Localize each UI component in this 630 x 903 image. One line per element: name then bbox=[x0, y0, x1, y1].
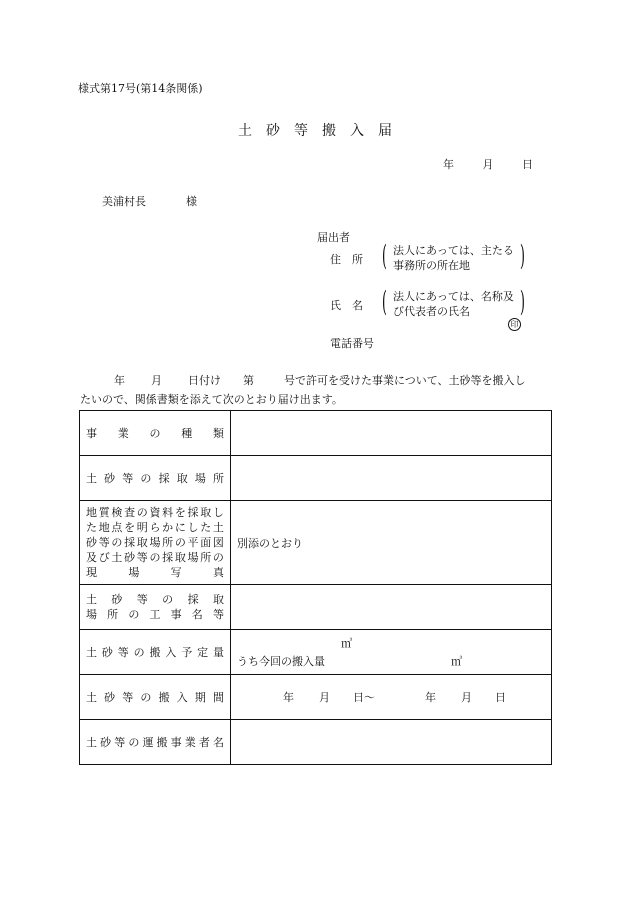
body-day: 日付け bbox=[188, 374, 221, 387]
body-line2: たいので、関係書類を添えて次のとおり届け出ます。 bbox=[80, 393, 343, 406]
table-row bbox=[80, 456, 552, 501]
table-row bbox=[80, 501, 552, 585]
addressee-name: 美浦村長 bbox=[102, 195, 146, 208]
notification-table bbox=[79, 410, 552, 765]
address-note-line2: 事務所の所在地 bbox=[393, 259, 470, 272]
table-row bbox=[80, 675, 552, 720]
planned-volume-label: 土 砂 等 の 搬 入 予 定 量 bbox=[86, 646, 224, 659]
planned-volume-label-cell bbox=[80, 630, 231, 675]
table-row bbox=[80, 585, 552, 630]
applicant-heading: 届出者 bbox=[317, 231, 350, 244]
survey-label-line4: 及 び 土 砂 等 の 採 取 場 所 の bbox=[86, 551, 224, 564]
survey-label-cell bbox=[80, 501, 231, 585]
project-type-label-cell bbox=[80, 411, 231, 456]
address-note-line1: 法人にあっては、主たる bbox=[393, 244, 514, 257]
phone-label: 電話番号 bbox=[330, 337, 374, 350]
open-bracket-icon: ( bbox=[382, 285, 387, 318]
date-day-label: 日 bbox=[522, 158, 533, 171]
period-day1: 日～ bbox=[353, 691, 375, 704]
extraction-site-label: 土 砂 等 の 採 取 場 所 bbox=[86, 472, 224, 485]
name-note bbox=[382, 285, 525, 319]
body-month: 月 bbox=[151, 374, 162, 387]
form-number: 様式第17号(第14条関係) bbox=[78, 82, 203, 95]
survey-label-line1: 地 質 検 査 の 資 料 を 採 取 し bbox=[86, 506, 224, 519]
construction-name-value[interactable] bbox=[231, 585, 552, 630]
close-bracket-icon: ) bbox=[519, 285, 525, 318]
transport-label: 土 砂 等 の 運 搬 事 業 者 名 bbox=[86, 736, 224, 749]
seal-mark: 印 bbox=[508, 318, 521, 331]
body-dai: 第 bbox=[243, 374, 254, 387]
period-month1: 月 bbox=[319, 691, 330, 704]
survey-value[interactable]: 別添のとおり bbox=[231, 501, 552, 585]
survey-label-line3: 砂 等 の 採 取 場 所 の 平 面 図 bbox=[86, 536, 224, 549]
volume-block bbox=[237, 635, 551, 669]
period-year1: 年 bbox=[283, 691, 294, 704]
period-label-cell bbox=[80, 675, 231, 720]
table-row bbox=[80, 630, 552, 675]
body-text bbox=[80, 371, 560, 409]
open-bracket-icon: ( bbox=[382, 239, 387, 272]
period-value[interactable] bbox=[231, 675, 552, 720]
construction-name-line1: 土 砂 等 の 採 取 bbox=[86, 593, 224, 606]
period-row bbox=[237, 689, 551, 705]
date-year-label: 年 bbox=[443, 158, 454, 171]
name-note-line1: 法人にあっては、名称及 bbox=[393, 290, 514, 303]
transport-label-cell bbox=[80, 720, 231, 765]
close-bracket-icon: ) bbox=[519, 239, 525, 272]
addressee bbox=[102, 193, 197, 209]
survey-label-line2: た 地 点 を 明 ら か に し た 土 bbox=[86, 521, 224, 534]
project-type-value[interactable] bbox=[231, 411, 552, 456]
date-month-label: 月 bbox=[482, 158, 494, 171]
name-label: 氏 名 bbox=[330, 299, 363, 312]
period-year2: 年 bbox=[425, 691, 436, 704]
name-note-line2: び代表者の氏名 bbox=[393, 305, 470, 318]
address-note bbox=[382, 239, 525, 273]
body-rest: 号で許可を受けた事業について、土砂等を搬入し bbox=[284, 374, 526, 387]
this-time-label: うち今回の搬入量 bbox=[237, 655, 325, 668]
planned-unit: ㎥ bbox=[341, 637, 352, 650]
body-line1 bbox=[80, 371, 560, 390]
construction-name-line2: 場 所 の 工 事 名 等 bbox=[86, 608, 224, 621]
form-title: 土砂等搬入届 bbox=[238, 123, 406, 139]
planned-volume-value[interactable] bbox=[231, 630, 552, 675]
this-time-unit: ㎥ bbox=[451, 655, 462, 668]
table-row bbox=[80, 411, 552, 456]
transport-value[interactable] bbox=[231, 720, 552, 765]
period-label: 土 砂 等 の 搬 入 期 間 bbox=[86, 691, 224, 704]
project-type-label: 事 業 の 種 類 bbox=[86, 427, 224, 440]
extraction-site-label-cell bbox=[80, 456, 231, 501]
period-month2: 月 bbox=[461, 691, 472, 704]
body-year: 年 bbox=[114, 374, 125, 387]
survey-label-line5: 現 場 写 真 bbox=[86, 566, 224, 579]
extraction-site-value[interactable] bbox=[231, 456, 552, 501]
table-row bbox=[80, 720, 552, 765]
date-line bbox=[443, 156, 533, 172]
address-label: 住 所 bbox=[330, 253, 363, 266]
construction-name-label-cell bbox=[80, 585, 231, 630]
period-day2: 日 bbox=[495, 691, 506, 704]
addressee-honorific: 様 bbox=[186, 195, 197, 208]
